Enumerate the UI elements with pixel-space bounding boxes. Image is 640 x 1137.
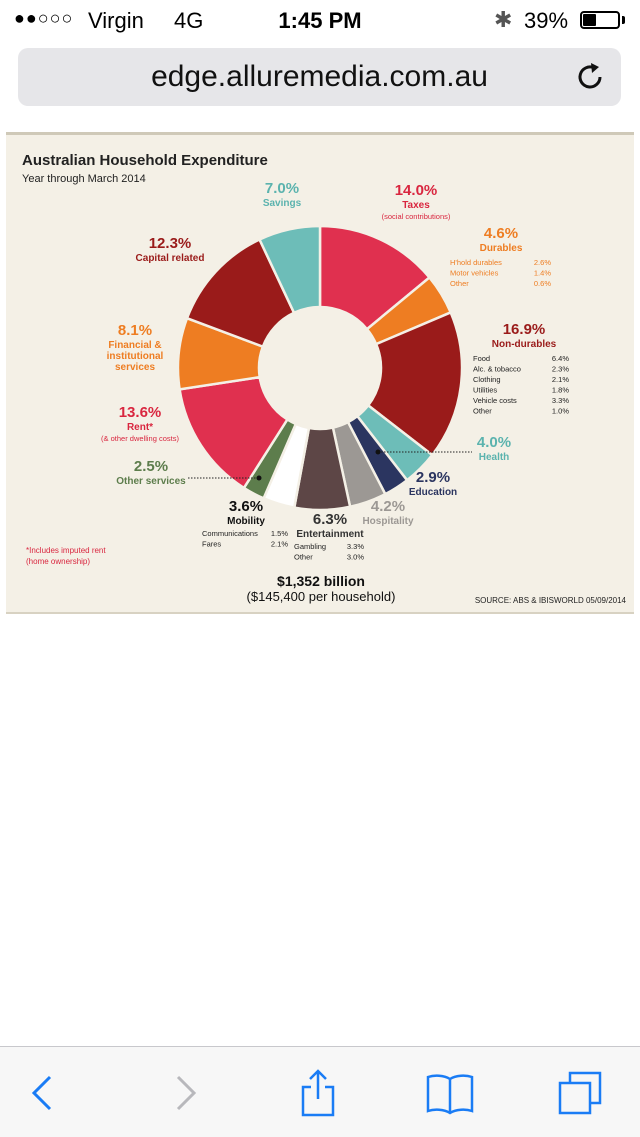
name-rent: Rent* (126, 422, 154, 433)
label-durables (450, 225, 551, 288)
detail-name: Other (473, 406, 492, 416)
pct-rent: 13.6% (118, 404, 162, 421)
battery-icon (580, 11, 620, 29)
detail-value: 2.6% (533, 258, 551, 267)
detail-name: Fares (202, 539, 222, 549)
status-bar (0, 0, 640, 40)
name-entertainment: Entertainment (296, 529, 364, 540)
label-education (409, 469, 457, 498)
bluetooth-icon: ✱ (494, 7, 513, 32)
leader-dot (376, 450, 381, 455)
address-bar[interactable] (18, 48, 621, 106)
battery-cap (622, 16, 625, 24)
pct-entertainment: 6.3% (312, 511, 348, 528)
name-capital-related: Capital related (135, 253, 205, 264)
back-icon[interactable] (20, 1069, 68, 1117)
total-amount: $1,352 billion (277, 573, 365, 589)
carrier-name: Virgin (88, 8, 144, 33)
name-health: Health (478, 452, 510, 463)
detail-value: 2.3% (551, 364, 569, 374)
label-entertainment (294, 511, 364, 562)
detail-value: 3.0% (346, 552, 364, 562)
label-capital-related (136, 235, 205, 264)
detail-value: 1.4% (533, 268, 551, 278)
detail-value: 2.1% (551, 375, 569, 384)
detail-name: Other (450, 279, 469, 288)
detail-value: 1.8% (551, 385, 569, 395)
detail-value: 0.6% (533, 279, 551, 288)
detail-name: Gambling (294, 542, 327, 551)
chart-subtitle: Year through March 2014 (22, 173, 146, 185)
browser-toolbar (0, 1046, 640, 1137)
share-icon[interactable] (294, 1069, 342, 1117)
forward-icon[interactable] (160, 1069, 208, 1117)
pct-hospitality: 4.2% (370, 498, 406, 515)
detail-value: 3.3% (346, 542, 364, 551)
detail-name: Clothing (473, 375, 501, 384)
name-financial-institutional-services: services (114, 362, 156, 373)
pct-durables: 4.6% (483, 225, 519, 242)
label-mobility (202, 498, 288, 549)
detail-name: Alc. & tobacco (473, 364, 521, 374)
label-taxes (382, 182, 451, 221)
source-credit: SOURCE: ABS & IBISWORLD 05/09/2014 (474, 596, 626, 605)
name-financial-institutional-services: institutional (106, 351, 164, 362)
detail-value: 6.4% (551, 354, 569, 363)
per-household-amount: ($145,400 per household) (246, 589, 396, 604)
detail-name: Vehicle costs (473, 396, 517, 405)
pct-savings: 7.0% (264, 180, 300, 197)
detail-value: 2.1% (270, 539, 288, 549)
network-type: 4G (174, 8, 204, 33)
name-taxes: Taxes (402, 200, 430, 211)
footnote-line-1: *Includes imputed rent (26, 546, 106, 555)
signal-strength: ●●○○○ (14, 8, 74, 28)
pct-education: 2.9% (415, 469, 451, 486)
name-other-services: Other services (116, 476, 186, 487)
label-savings (263, 180, 302, 209)
pct-taxes: 14.0% (394, 182, 438, 199)
battery-percentage: 39% (524, 8, 569, 33)
pct-capital-related: 12.3% (148, 235, 192, 252)
pct-mobility: 3.6% (228, 498, 264, 515)
name-non-durables: Non-durables (491, 339, 557, 350)
detail-name: Utilities (473, 385, 498, 395)
name-financial-institutional-services: Financial & (108, 340, 162, 351)
pct-other-services: 2.5% (133, 458, 169, 475)
sublabel-rent: (& other dwelling costs) (101, 434, 179, 443)
pct-non-durables: 16.9% (502, 321, 546, 338)
donut-slices (178, 226, 462, 510)
url-text[interactable]: edge.alluremedia.com.au (151, 60, 488, 93)
reload-icon[interactable] (574, 60, 606, 92)
detail-name: Food (473, 354, 491, 363)
detail-value: 1.5% (270, 529, 288, 538)
tabs-icon[interactable] (556, 1069, 604, 1117)
label-hospitality (362, 498, 414, 527)
detail-name: Communications (202, 529, 258, 538)
name-mobility: Mobility (227, 516, 265, 527)
detail-name: Motor vehicles (450, 268, 499, 278)
name-education: Education (408, 487, 458, 498)
infographic-card (6, 132, 634, 614)
detail-value: 3.3% (551, 396, 569, 405)
donut-chart (6, 135, 634, 617)
sublabel-taxes: (social contributions) (381, 212, 451, 221)
detail-name: Other (294, 552, 313, 562)
detail-value: 1.0% (551, 406, 569, 416)
detail-name: H'hold durables (450, 258, 502, 267)
footnote-line-2: (home ownership) (26, 557, 91, 566)
name-durables: Durables (479, 243, 523, 254)
pct-health: 4.0% (476, 434, 512, 451)
name-savings: Savings (262, 198, 302, 209)
chart-title: Australian Household Expenditure (22, 152, 268, 169)
bookmarks-icon[interactable] (426, 1069, 474, 1117)
leader-dot (257, 476, 262, 481)
pct-financial-institutional-services: 8.1% (117, 322, 153, 339)
label-non-durables (473, 321, 569, 416)
label-financial-institutional-services (107, 322, 164, 373)
clock: 1:45 PM (278, 8, 362, 33)
name-hospitality: Hospitality (362, 516, 414, 527)
label-rent (101, 404, 179, 443)
